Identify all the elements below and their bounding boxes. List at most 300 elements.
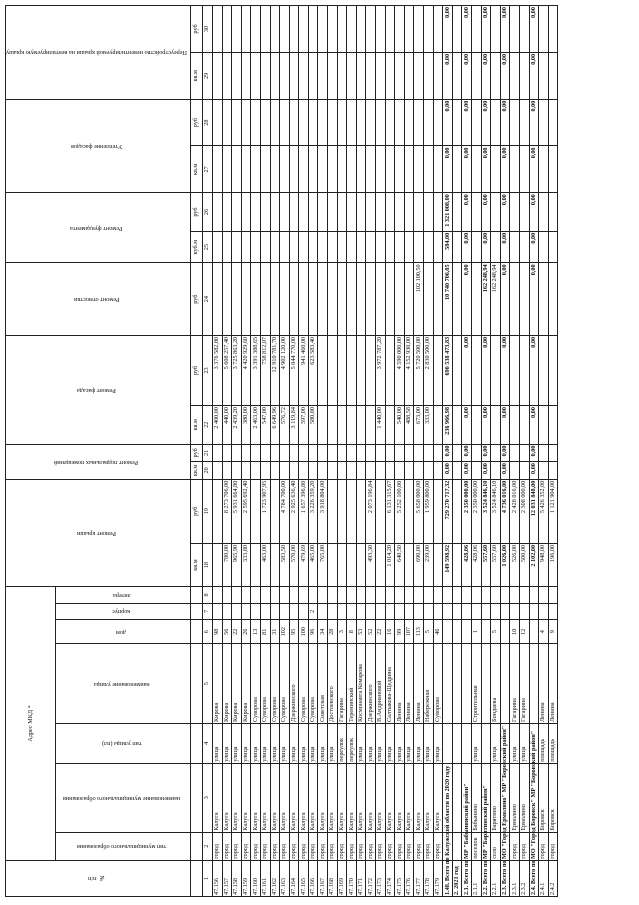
row-number: 47.157 [222, 860, 232, 896]
table-cell: 4 590 000,00 [395, 335, 405, 405]
column-number: 6 [202, 619, 212, 644]
table-cell: город [414, 832, 424, 860]
column-number: 7 [202, 603, 212, 619]
table-cell [452, 832, 462, 860]
table-cell [251, 462, 261, 480]
table-cell [404, 231, 414, 263]
table-cell [452, 723, 462, 763]
house-row [366, 6, 376, 897]
table-cell [491, 231, 501, 263]
table-cell: Теренинский [347, 644, 357, 724]
table-cell: 2 830 500,00 [424, 335, 434, 405]
unit-facade-cost: руб [190, 335, 202, 405]
table-cell [481, 587, 491, 603]
table-cell: 2 308 000,00 [519, 479, 529, 543]
total-row [529, 6, 539, 897]
total-row [462, 6, 472, 897]
table-cell [452, 263, 462, 335]
table-cell [471, 52, 481, 99]
table-cell: Калуга [251, 763, 261, 832]
table-cell: 5 658 000,00 [414, 479, 424, 543]
house-row [433, 6, 443, 897]
table-cell: 0,00 [500, 444, 510, 462]
table-cell: 500,00 [519, 543, 529, 586]
table-cell: 46 [433, 619, 443, 644]
table-cell [433, 335, 443, 405]
column-number: 23 [202, 335, 212, 405]
table-cell: Ермолино [519, 763, 529, 832]
house-row [395, 6, 405, 897]
table-cell: Калуга [232, 763, 242, 832]
table-cell: 557,60 [481, 543, 491, 586]
table-cell: 52 [366, 619, 376, 644]
table-cell [337, 52, 347, 99]
table-cell: 941 460,00 [299, 335, 309, 405]
table-cell: город [251, 832, 261, 860]
table-cell [299, 146, 309, 193]
table-cell [433, 462, 443, 480]
row-number: 47.156 [212, 860, 222, 896]
unit-blank [190, 763, 202, 832]
table-cell [270, 52, 280, 99]
table-cell [548, 146, 558, 193]
table-cell: 0,00 [462, 444, 472, 462]
table-cell: Калуга [385, 763, 395, 832]
table-cell [510, 231, 520, 263]
table-cell: Калуга [280, 763, 290, 832]
table-cell: площадь [548, 723, 558, 763]
table-cell: 1 [471, 619, 481, 644]
table-cell [328, 444, 338, 462]
table-cell [376, 52, 386, 99]
table-cell [280, 193, 290, 232]
table-cell [433, 479, 443, 543]
table-cell: 56 [222, 619, 232, 644]
table-cell: 673,00 [414, 406, 424, 445]
table-cell [280, 146, 290, 193]
table-cell [385, 146, 395, 193]
table-cell [452, 406, 462, 445]
table-cell: улица [404, 723, 414, 763]
house-row [289, 6, 299, 897]
table-cell [481, 723, 491, 763]
table-cell [356, 6, 366, 53]
table-cell: 2 463,00 [251, 406, 261, 445]
column-number: 8 [202, 587, 212, 603]
table-cell [289, 462, 299, 480]
table-cell: Калуга [395, 763, 405, 832]
unit-blank [190, 587, 202, 603]
table-cell [270, 444, 280, 462]
table-cell [548, 406, 558, 445]
table-cell [491, 99, 501, 146]
table-cell [395, 52, 405, 99]
unit-insulation-cost: руб [190, 99, 202, 146]
table-cell [443, 603, 453, 619]
table-cell [241, 193, 251, 232]
table-cell [318, 462, 328, 480]
table-cell [212, 603, 222, 619]
table-cell [366, 231, 376, 263]
table-cell [318, 263, 328, 335]
house-row [222, 6, 232, 897]
table-cell: Суворова [251, 644, 261, 724]
table-cell: Кирова [212, 644, 222, 724]
table-cell [212, 6, 222, 53]
table-cell [241, 444, 251, 462]
table-cell [376, 193, 386, 232]
table-cell [356, 335, 366, 405]
table-cell [366, 263, 376, 335]
table-cell [241, 6, 251, 53]
table-cell [500, 587, 510, 603]
column-number: 30 [202, 6, 212, 53]
table-cell: Калуга [337, 763, 347, 832]
table-cell: 98 [212, 619, 222, 644]
table-cell: 1 959 800,00 [424, 479, 434, 543]
table-cell [385, 99, 395, 146]
table-cell: 0,00 [462, 99, 472, 146]
header-heating-text: Ремонт отмостки [73, 296, 120, 304]
table-cell [491, 444, 501, 462]
table-cell [519, 462, 529, 480]
table-cell: Калуга [376, 763, 386, 832]
table-cell [548, 462, 558, 480]
table-cell [337, 462, 347, 480]
table-cell [376, 462, 386, 480]
table-cell [260, 6, 270, 53]
table-cell [385, 587, 395, 603]
table-cell: 0,00 [481, 462, 491, 480]
table-cell [318, 6, 328, 53]
table-cell [462, 619, 472, 644]
table-cell [433, 146, 443, 193]
table-cell: 0,00 [529, 406, 539, 445]
table-cell: 0,00 [462, 6, 472, 53]
table-cell: 584,00 [443, 231, 453, 263]
table-cell [289, 193, 299, 232]
table-cell [500, 603, 510, 619]
table-cell [308, 193, 318, 232]
table-cell [212, 52, 222, 99]
table-cell [519, 146, 529, 193]
table-cell: улица [260, 723, 270, 763]
table-cell [491, 335, 501, 405]
row-number: 47.168 [328, 860, 338, 896]
table-cell [366, 462, 376, 480]
table-cell [539, 335, 549, 405]
table-cell [519, 52, 529, 99]
table-cell [241, 146, 251, 193]
table-cell: 0,00 [481, 193, 491, 232]
table-cell [414, 6, 424, 53]
table-cell: 4 [539, 619, 549, 644]
table-cell [347, 99, 357, 146]
table-cell [452, 335, 462, 405]
table-cell: город [433, 832, 443, 860]
table-cell [376, 587, 386, 603]
table-cell: 5 931 664,80 [232, 479, 242, 543]
table-cell [318, 335, 328, 405]
table-cell: 0,00 [462, 193, 472, 232]
table-cell [337, 99, 347, 146]
table-cell [404, 52, 414, 99]
table-cell: 1 121 904,00 [548, 479, 558, 543]
table-cell: 0,00 [462, 462, 472, 480]
table-cell: Суворова [260, 644, 270, 724]
unit-facade-area: кв.м [190, 406, 202, 445]
table-cell [424, 587, 434, 603]
table-cell: улица [395, 723, 405, 763]
table-cell: 0,00 [529, 335, 539, 405]
table-cell: Набережная [424, 644, 434, 724]
table-cell [529, 587, 539, 603]
table-cell [385, 6, 395, 53]
table-cell: 540,00 [395, 406, 405, 445]
header-mo-name [56, 763, 191, 832]
table-cell: 0,00 [500, 52, 510, 99]
table-cell [356, 479, 366, 543]
header-heating [6, 263, 191, 335]
table-cell: 570,00 [289, 543, 299, 586]
table-cell: 0,00 [529, 6, 539, 53]
table-cell: Суворова [308, 644, 318, 724]
table-cell: Калуга [318, 763, 328, 832]
house-row [424, 6, 434, 897]
header-facade [6, 335, 191, 444]
table-cell: 239,00 [424, 543, 434, 586]
column-number-row [202, 6, 212, 897]
table-cell: 12 910 781,70 [270, 335, 280, 405]
table-cell [481, 603, 491, 619]
table-cell: Калуга [356, 763, 366, 832]
table-cell: 583,50 [280, 543, 290, 586]
table-cell: 580,00 [308, 406, 318, 445]
table-cell [471, 462, 481, 480]
table-cell [424, 231, 434, 263]
table-cell [481, 619, 491, 644]
house-row [385, 6, 395, 897]
table-cell [212, 462, 222, 480]
table-cell: 13 [251, 619, 261, 644]
table-cell: 22 [376, 619, 386, 644]
table-cell [519, 6, 529, 53]
table-cell: 236 966,98 [443, 406, 453, 445]
table-cell: 0,00 [529, 462, 539, 480]
table-cell: город [519, 832, 529, 860]
table-cell [337, 335, 347, 405]
total-row [443, 6, 453, 897]
table-cell [222, 99, 232, 146]
table-cell [366, 146, 376, 193]
header-street-type [56, 723, 191, 763]
row-number: 47.161 [260, 860, 270, 896]
table-cell [232, 444, 242, 462]
total-label: 2.1. Всего по МР "Бабынинский район" [462, 783, 470, 895]
table-cell [385, 263, 395, 335]
table-cell [376, 263, 386, 335]
table-cell [491, 6, 501, 53]
table-cell [539, 263, 549, 335]
header-foundation [6, 193, 191, 263]
table-cell: 0,00 [443, 99, 453, 146]
header-foundation-text: Ремонт фундамента [70, 224, 123, 232]
table-cell [308, 52, 318, 99]
table-cell: 34 [318, 619, 328, 644]
table-cell [548, 335, 558, 405]
table-cell [232, 6, 242, 53]
table-cell [519, 335, 529, 405]
table-cell [241, 587, 251, 603]
table-cell: улица [270, 723, 280, 763]
table-cell [424, 146, 434, 193]
table-cell [251, 444, 261, 462]
table-cell [356, 406, 366, 445]
table-cell [433, 603, 443, 619]
table-cell [395, 444, 405, 462]
header-ventilation-text: Переустройство невентилируемой крыши на вентилируемую крышу [6, 49, 187, 57]
row-number: 2.4.2 [548, 860, 558, 896]
table-cell [260, 146, 270, 193]
table-cell [433, 231, 443, 263]
table-cell: 5 426 352,00 [539, 479, 549, 543]
table-cell [471, 263, 481, 335]
table-cell: 333,80 [241, 543, 251, 586]
table-cell [308, 231, 318, 263]
table-cell [433, 406, 443, 445]
table-cell [232, 263, 242, 335]
table-cell [318, 193, 328, 232]
table-cell: улица [519, 723, 529, 763]
table-cell: 463,00 [260, 543, 270, 586]
unit-basement-cost: руб [190, 444, 202, 462]
table-cell [299, 263, 309, 335]
row-number: 2.1.1 [471, 860, 481, 896]
row-number: 47.166 [308, 860, 318, 896]
table-cell [270, 603, 280, 619]
table-cell [385, 52, 395, 99]
table-cell [539, 603, 549, 619]
table-cell [260, 193, 270, 232]
table-cell: 12 031 848,00 [529, 479, 539, 543]
table-cell [404, 603, 414, 619]
header-street-name [56, 644, 191, 724]
table-cell [366, 6, 376, 53]
table-cell: 8 [347, 619, 357, 644]
unit-blank [190, 832, 202, 860]
table-cell: Ленина [414, 644, 424, 724]
table-cell [241, 52, 251, 99]
table-cell: 3 119,84 [289, 406, 299, 445]
table-cell [395, 231, 405, 263]
table-cell: 5 608 257,40 [222, 335, 232, 405]
table-cell [376, 6, 386, 53]
table-cell: Калуга [308, 763, 318, 832]
table-cell [366, 52, 376, 99]
table-cell [548, 603, 558, 619]
table-cell: 0,00 [462, 146, 472, 193]
table-cell [414, 193, 424, 232]
table-cell [519, 231, 529, 263]
table-cell [232, 52, 242, 99]
table-cell: 2 595 692,40 [241, 479, 251, 543]
table-cell [548, 99, 558, 146]
table-cell [308, 6, 318, 53]
table-cell [337, 406, 347, 445]
table-cell [289, 263, 299, 335]
table-cell [347, 6, 357, 53]
table-cell: 428,06 [471, 543, 481, 586]
house-row [232, 6, 242, 897]
table-cell: 758 812,07 [260, 335, 270, 405]
table-cell: 0,00 [443, 462, 453, 480]
table-cell [251, 6, 261, 53]
table-cell: 2 400,00 [212, 406, 222, 445]
table-cell [385, 603, 395, 619]
header-mo-type [56, 832, 191, 860]
header-mo-type-text: тип муниципального образования [76, 843, 167, 851]
table-cell [222, 444, 232, 462]
table-cell [280, 6, 290, 53]
table-cell [347, 263, 357, 335]
table-cell: Калуга [424, 763, 434, 832]
table-cell [347, 444, 357, 462]
table-cell: 0,00 [529, 231, 539, 263]
unit-ventilation-cost: руб [190, 6, 202, 53]
house-row [251, 6, 261, 897]
table-cell [337, 193, 347, 232]
table-cell [222, 52, 232, 99]
table-cell [539, 193, 549, 232]
table-cell [232, 587, 242, 603]
table-cell [318, 406, 328, 445]
table-cell: Гагарина [510, 644, 520, 724]
table-cell: 5 252 100,00 [395, 479, 405, 543]
table-cell: 0,00 [500, 193, 510, 232]
table-cell [510, 587, 520, 603]
table-cell [289, 603, 299, 619]
table-cell [251, 146, 261, 193]
table-cell: 488,58 [404, 406, 414, 445]
table-cell: 0,00 [443, 146, 453, 193]
table-cell [395, 146, 405, 193]
table-cell: 9 [548, 619, 558, 644]
table-cell [491, 587, 501, 603]
header-korpus [56, 603, 191, 619]
table-cell: село [491, 832, 501, 860]
table-cell [328, 99, 338, 146]
table-cell [510, 52, 520, 99]
house-row [376, 6, 386, 897]
table-cell: 3 376 582,80 [212, 335, 222, 405]
table-cell [328, 231, 338, 263]
table-cell [347, 462, 357, 480]
table-cell [433, 52, 443, 99]
table-cell: 948,00 [539, 543, 549, 586]
table-cell [280, 587, 290, 603]
table-cell [462, 587, 472, 603]
row-number: 47.167 [318, 860, 328, 896]
table-cell [318, 99, 328, 146]
unit-heating-cost: руб [190, 263, 202, 335]
table-cell [462, 603, 472, 619]
table-cell [241, 99, 251, 146]
unit-blank [190, 723, 202, 763]
table-cell: 0,00 [443, 52, 453, 99]
table-cell [443, 619, 453, 644]
table-cell [232, 231, 242, 263]
table-cell [280, 99, 290, 146]
